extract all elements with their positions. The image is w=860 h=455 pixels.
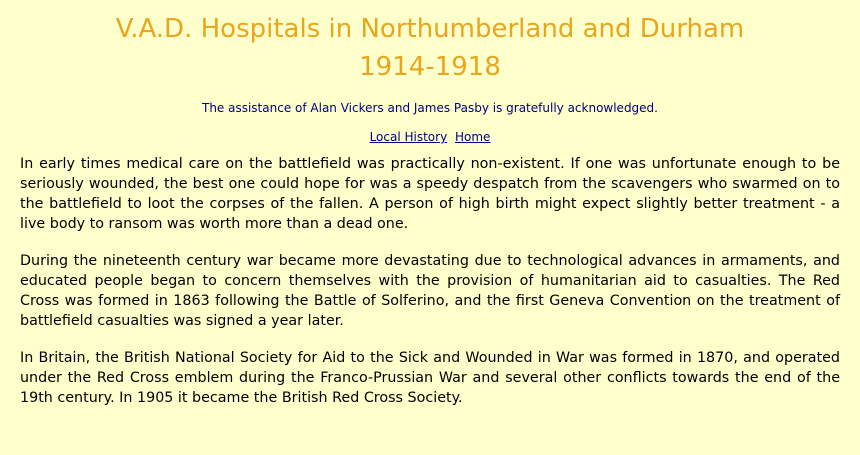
paragraph-britain: In Britain, the British National Society for Aid to the Sick and Wounded in War was formed in 1870, and operated under the Red Cross emblem during the Franco-Prussian War and several other conflicts towards the end of the 19th century. In 1905 it became the British Red Cross Society. — [20, 350, 840, 406]
nav-links — [0, 129, 860, 145]
page-title-line-2: 1914-1918 — [359, 52, 501, 82]
paragraph-nineteenth-century: During the nineteenth century war became more devastating due to technological advances in armaments, and educated people began to concern themselves with the provision of humanitarian aid to casualties. The Red Cross was formed in 1863 following the Battle of Solferino, and the first Geneva Convention on the treatment of battlefield casualties was signed a year later. — [20, 253, 840, 329]
paragraph-early-times: In early times medical care on the battlefield was practically non-existent. If one was unfortunate enough to be seriously wounded, the best one could hope for was a speedy despatch from the scavengers who swarmed on to the battlefield to loot the corpses of the fallen. A person of high birth might expect slightly better treatment - a live body to ransom was worth more than a dead one. — [20, 156, 840, 232]
local-history-link[interactable]: Local History — [369, 130, 448, 144]
page-title — [0, 0, 860, 86]
acknowledgement-text: The assistance of Alan Vickers and James Pasby is gratefully acknowledged. — [201, 101, 658, 115]
article-body — [20, 154, 840, 408]
page-title-line-1: V.A.D. Hospitals in Northumberland and Durham — [115, 14, 745, 44]
home-link[interactable]: Home — [455, 130, 491, 144]
